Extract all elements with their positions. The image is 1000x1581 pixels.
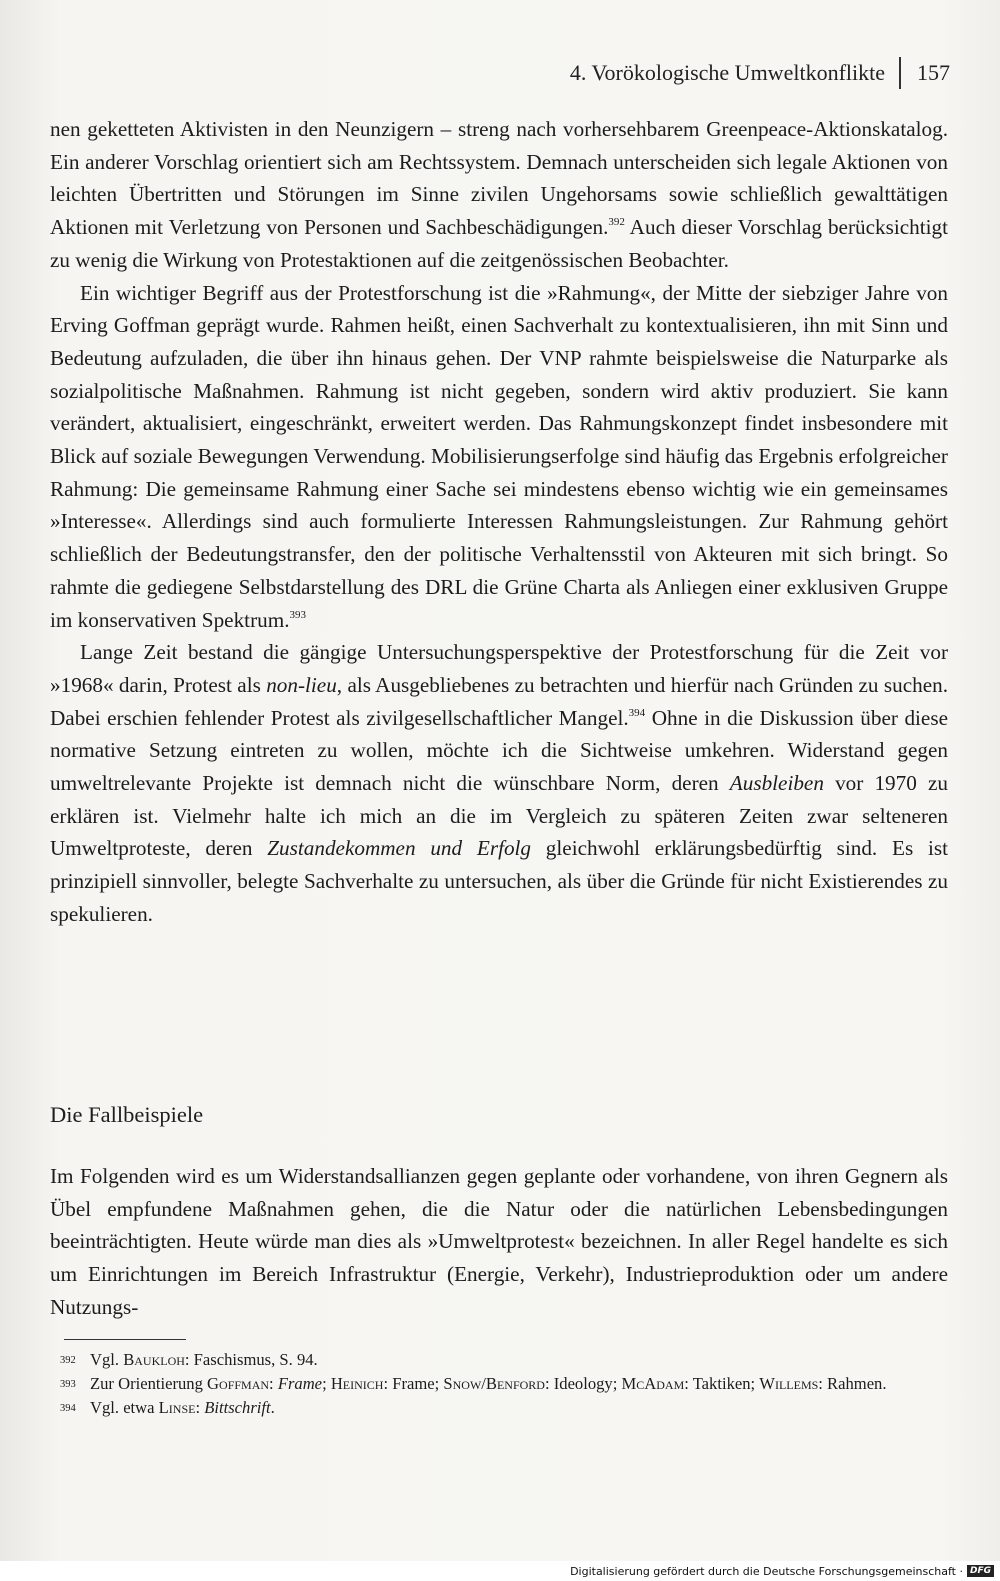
page-number: 157: [917, 60, 950, 85]
footnote-ref-393[interactable]: 393: [289, 608, 306, 621]
paragraph-3: Lange Zeit bestand die gängige Untersuchungsperspektive der Protestforschung für die Zeit vor »1968« darin, Protest als non-lieu, als Ausgebliebenes zu betrachten und hierfür nach Gründen zu suchen. Dabei erschien fehlender Protest als zivilgesellschaftlicher Mangel.$^{394}$ Ohne in die Diskussion über diese normative Setzung eintreten zu wollen, möchte ich die Sichtweise umkehren. Widerstand gegen umweltrelevante Projekte ist demnach nicht die wünschbare Norm, deren Ausbleiben vor 1970 zu erklären ist. Vielmehr halte ich mich an die im Vergleich zu späteren Zeiten zwar selteneren Umweltproteste, deren Zustandekommen und Erfolg gleichwohl erklärungsbedürftig sind. Es ist prinzipiell sinnvoller, belegte Sachverhalte zu untersuchen, als über die Gründe für nicht Existierendes zu spekulieren.: [50, 640, 948, 926]
footnote-393: 393 Zur Orientierung Goffman: Frame; Heinich: Frame; Snow/Benford: Ideology; McAdam: Taktiken; Willems: Rahmen.: [60, 1374, 887, 1393]
paragraph-1: nen geketteten Aktivisten in den Neunzigern – streng nach vorhersehbarem Greenpeace-Aktionskatalog. Ein anderer Vorschlag orientiert sich am Rechtssystem. Demnach unterscheiden sich legale Aktionen von leichten Übertritten und Störungen im Sinne zivilen Ungehorsams sowie schließlich gewalttätigen Aktionen mit Verletzung von Personen und Sachbeschädigungen.$^{392}$ Auch dieser Vorschlag berücksichtigt zu wenig die Wirkung von Protestaktionen auf die zeitgenössischen Beobachter.: [50, 117, 948, 272]
running-header: [400, 56, 950, 90]
footnote-ref-394[interactable]: 394: [628, 706, 646, 719]
digitization-credit: Digitalisierung gefördert durch die Deutsche Forschungsgemeinschaft ·: [570, 1564, 963, 1578]
section-paragraph: Im Folgenden wird es um Widerstandsallianzen gegen geplante oder vorhandene, von ihren Gegnern als Übel empfundene Maßnahmen gehen, die die Natur oder die natürlichen Lebensbedingungen beeinträchtigten. Heute würde man dies als »Umweltprotest« bezeichnen. In aller Regel handelte es sich um Einrichtungen im Bereich Infrastruktur (Energie, Verkehr), Industrieproduktion oder um andere Nutzungs-: [50, 1164, 948, 1319]
footnote-394: 394 Vgl. etwa Linse: Bittschrift.: [60, 1398, 275, 1417]
paragraph-2: Ein wichtiger Begriff aus der Protestforschung ist die »Rahmung«, der Mitte der siebziger Jahre von Erving Goffman geprägt wurde. Rahmen heißt, einen Sachverhalt zu kontextualisieren, ihn mit Sinn und Bedeutung aufzuladen, die über ihn hinaus gehen. Der VNP rahmte beispielsweise die Naturparke als sozialpolitische Maßnahmen. Rahmung ist nicht gegeben, sondern wird aktiv produziert. Sie kann verändert, aktualisiert, eingeschränkt, erweitert werden. Das Rahmungskonzept findet insbesondere mit Blick auf soziale Bewegungen Verwendung. Mobilisierungserfolge sind häufig das Ergebnis erfolgreicher Rahmung: Die gemeinsame Rahmung einer Sache sei mindestens ebenso wichtig wie ein gemeinsames »Interesse«. Allerdings sind auch formulierte Interessen Rahmungsleistungen. Zur Rahmung gehört schließlich der Bedeutungstransfer, den der politische Verhaltensstil von Akteuren mit sich bringt. So rahmte die gediegene Selbstdarstellung des DRL die Grüne Charta als Anliegen einer exklusiven Gruppe im konservativen Spektrum.$^{393}$: [50, 280, 948, 632]
section-heading: Die Fallbeispiele: [50, 1102, 204, 1127]
footnotes: [50, 1349, 948, 1421]
digitization-credit-bar: [0, 1561, 1000, 1581]
header-divider: [899, 57, 901, 89]
dfg-logo: DFG: [967, 1565, 994, 1577]
footnote-divider: [64, 1339, 186, 1340]
main-text: [50, 113, 948, 931]
footnote-392: 392 Vgl. Baukloh: Faschismus, S. 94.: [60, 1350, 318, 1369]
chapter-title: 4. Vorökologische Umweltkonflikte: [569, 60, 885, 85]
footnote-ref-392[interactable]: 392: [608, 216, 625, 229]
